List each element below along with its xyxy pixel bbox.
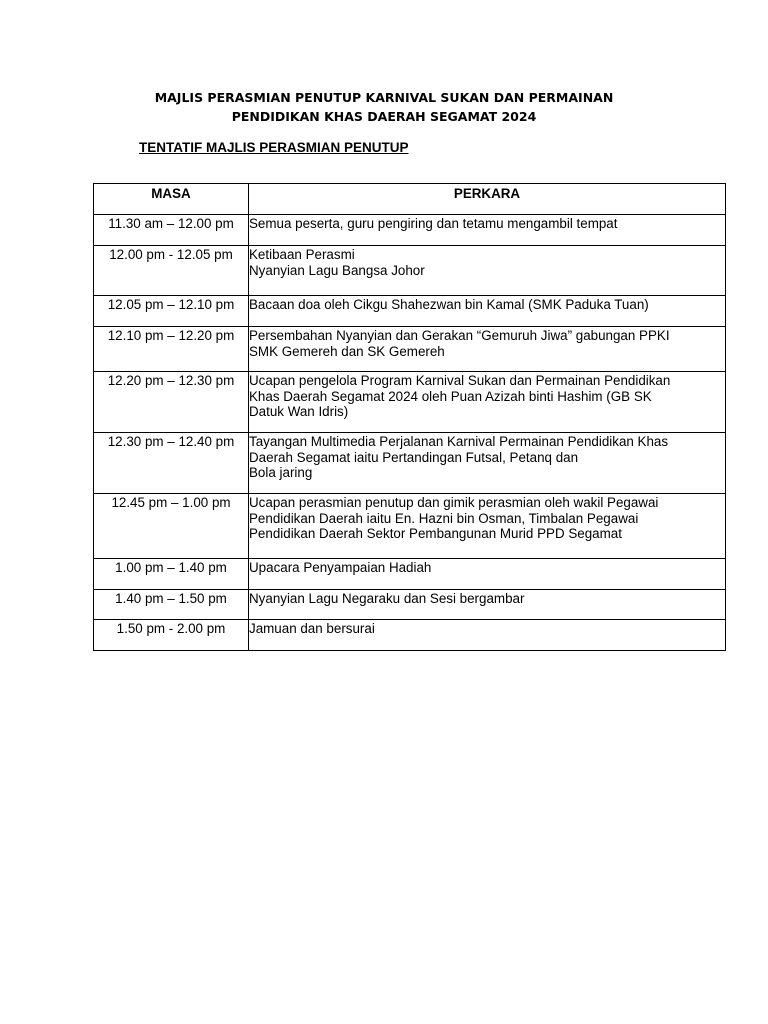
- time-text: 12.05 pm – 12.10 pm: [107, 297, 235, 312]
- time-cell: [94, 327, 249, 372]
- item-text-line: Nyanyian Lagu Negaraku dan Sesi bergambar: [249, 591, 525, 606]
- time-cell: [94, 620, 249, 651]
- time-cell: [94, 559, 249, 590]
- table-row: [94, 215, 726, 246]
- item-text-line: Datuk Wan Idris): [249, 404, 349, 419]
- table-row: [94, 433, 726, 494]
- item-text-line: Semua peserta, guru pengiring dan tetamu mengambil tempat: [249, 216, 618, 231]
- table-row: [94, 296, 726, 327]
- table-row: [94, 494, 726, 559]
- time-text: 12.45 pm – 1.00 pm: [111, 495, 231, 510]
- time-text: 1.40 pm – 1.50 pm: [115, 591, 227, 606]
- time-text: 1.00 pm – 1.40 pm: [115, 560, 227, 575]
- table-header-row: [94, 184, 726, 215]
- item-text-line: Ketibaan Perasmi: [249, 247, 355, 262]
- item-text-line: Khas Daerah Segamat 2024 oleh Puan Azizah binti Hashim (GB SK: [249, 388, 652, 404]
- item-cell: [249, 215, 726, 246]
- time-text: 12.30 pm – 12.40 pm: [107, 434, 235, 449]
- column-header-time: MASA: [94, 184, 249, 215]
- time-cell: [94, 246, 249, 296]
- time-text: 12.10 pm – 12.20 pm: [107, 328, 235, 343]
- time-text: 11.30 am – 12.00 pm: [108, 216, 234, 231]
- item-text-line: Ucapan perasmian penutup dan gimik perasmian oleh wakil Pegawai: [249, 495, 659, 510]
- time-text: 12.20 pm – 12.30 pm: [107, 373, 235, 388]
- item-cell: [249, 296, 726, 327]
- item-text-line: Bacaan doa oleh Cikgu Shahezwan bin Kamal (SMK Paduka Tuan): [249, 297, 649, 312]
- time-cell: [94, 296, 249, 327]
- item-text-line: Ucapan pengelola Program Karnival Sukan dan Permainan Pendidikan: [249, 373, 671, 388]
- item-text-line: Persembahan Nyanyian dan Gerakan “Gemuruh Jiwa” gabungan PPKI: [249, 328, 670, 343]
- time-text: 12.00 pm - 12.05 pm: [109, 247, 233, 262]
- table-row: [94, 372, 726, 433]
- schedule-table: [93, 183, 726, 651]
- item-text-line: SMK Gemereh dan SK Gemereh: [249, 343, 445, 359]
- item-text-line: Upacara Penyampaian Hadiah: [249, 560, 432, 575]
- item-cell: [249, 590, 726, 620]
- time-text: 1.50 pm - 2.00 pm: [116, 621, 226, 636]
- schedule-body: [94, 215, 726, 651]
- document-header: [0, 88, 768, 126]
- item-cell: [249, 246, 726, 296]
- time-cell: [94, 372, 249, 433]
- section-title: TENTATIF MAJLIS PERASMIAN PENUTUP: [139, 140, 409, 155]
- table-row: [94, 246, 726, 296]
- table-row: [94, 327, 726, 372]
- time-cell: [94, 590, 249, 620]
- table-row: [94, 590, 726, 620]
- item-text-line: Jamuan dan bersurai: [249, 621, 375, 636]
- document-title-line-2: PENDIDIKAN KHAS DAERAH SEGAMAT 2024: [231, 109, 537, 124]
- item-cell: [249, 327, 726, 372]
- item-text-line: Pendidikan Daerah iaitu En. Hazni bin Osman, Timbalan Pegawai: [249, 510, 639, 526]
- time-cell: [94, 494, 249, 559]
- time-cell: [94, 215, 249, 246]
- item-cell: [249, 494, 726, 559]
- table-row: [94, 559, 726, 590]
- item-cell: [249, 433, 726, 494]
- item-text-line: Daerah Segamat iaitu Pertandingan Futsal, Petanq dan: [249, 449, 579, 465]
- item-text-line: Tayangan Multimedia Perjalanan Karnival Permainan Pendidikan Khas: [249, 434, 669, 449]
- column-header-item: PERKARA: [249, 184, 726, 215]
- item-cell: [249, 372, 726, 433]
- item-text-line: Pendidikan Daerah Sektor Pembangunan Murid PPD Segamat: [249, 526, 622, 541]
- item-text-line: Bola jaring: [249, 465, 313, 480]
- item-cell: [249, 620, 726, 651]
- document-title-line-1: MAJLIS PERASMIAN PENUTUP KARNIVAL SUKAN DAN PERMAINAN: [154, 90, 614, 105]
- time-cell: [94, 433, 249, 494]
- item-cell: [249, 559, 726, 590]
- item-text-line: Nyanyian Lagu Bangsa Johor: [249, 262, 425, 278]
- table-row: [94, 620, 726, 651]
